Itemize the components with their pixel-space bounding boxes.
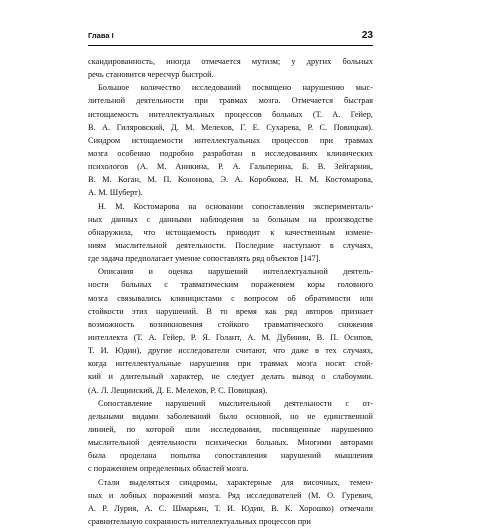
text-line: линией, по которой шли исследования, посвященные нарушению: [88, 423, 373, 436]
text-line: Описания и оценка нарушений интеллектуальной деятель-: [88, 265, 373, 278]
text-line: когда интеллектуальные нарушения при травмах мозга носят стой-: [88, 357, 373, 370]
text-line: В. А. Гиляровский, Д. М. Мелехов, Г. Е. Сухарева, Р. С. Повицкая).: [88, 121, 373, 134]
text-line: ниям мыслительной деятельности. Последние наступают в случаях,: [88, 239, 373, 252]
paragraph: [88, 265, 373, 396]
text-line: речь становится чересчур быстрой.: [88, 68, 373, 81]
text-line: В. М. Коган, М. П. Кононова, Э. А. Коробкова, Н. М. Костомарова,: [88, 173, 373, 186]
text-line: ности больных с травматическим поражением коры головного: [88, 278, 373, 291]
text-line: мозга связывались клиницистами с вопросом об обратимости или: [88, 292, 373, 305]
text-line: была проделана попытка сопоставления нарушений мышления: [88, 449, 373, 462]
text-line: где задача предполагает умение сопоставлять ряд объектов [147].: [88, 252, 373, 265]
text-line: кий и длительный характер, не следует делать вывод о слабоумии.: [88, 370, 373, 383]
text-line: лительной деятельности при травмах мозга. Отмечается быстрая: [88, 94, 373, 107]
text-line: стойкости этих нарушений. В то время как ряд авторов признает: [88, 305, 373, 318]
text-line: дельными видами заболеваний было основной, но не единственной: [88, 410, 373, 423]
text-line: (А. Л. Лещинский, Д. Е. Мелехов, Р. С. Повицкая).: [88, 384, 373, 397]
body-text: [88, 55, 373, 528]
text-line: мозга особенно подробно разработан в исследованиях клинических: [88, 147, 373, 160]
text-line: с поражением определенных областей мозга.: [88, 462, 373, 475]
text-line: мыслительной деятельности психически больных. Многими авторами: [88, 436, 373, 449]
text-line: истощаемость интеллектуальных процессов больных (Т. А. Гейер,: [88, 108, 373, 121]
text-line: Т. И. Юдин), другие исследователи считают, что даже в тех случаях,: [88, 344, 373, 357]
paragraph: [88, 55, 373, 81]
header-rule: [88, 45, 373, 46]
text-line: скандированность, иногда отмечается мутизм; у других больных: [88, 55, 373, 68]
text-line: ных данных с данными наблюдения за больным на производстве: [88, 213, 373, 226]
text-line: возможность возникновения стойкого травматического снижения: [88, 318, 373, 331]
text-line: психологов (А. М. Аникина, Р. А. Гальперина, Б. В. Зейгарник,: [88, 160, 373, 173]
paragraph: [88, 397, 373, 476]
text-line: Н. М. Костомарова на основании сопоставления эксперименталь-: [88, 200, 373, 213]
text-line: обнаружила, что истощаемость приводит к качественным измене-: [88, 226, 373, 239]
text-line: Большое количество исследований посвящено нарушению мыс-: [88, 81, 373, 94]
text-line: ных и лобных поражений мозга. Ряд исследователей (М. О. Гуревич,: [88, 489, 373, 502]
chapter-label: Глава I: [88, 31, 114, 41]
paragraph: [88, 476, 373, 528]
text-line: сравнительную сохранность интеллектуальных процессов при: [88, 515, 373, 528]
page-number: 23: [362, 30, 373, 42]
text-line: А. Р. Лурия, А. С. Шмарьян, Т. И. Юдин, В. К. Хорошко) отмечали: [88, 502, 373, 515]
running-header: [88, 30, 373, 44]
paragraph: [88, 81, 373, 199]
text-line: интеллекта (Т. А. Гейер, Р. Я. Голант, А. М. Дубинин, В. П. Осипов,: [88, 331, 373, 344]
text-line: Стали выделяться синдромы, характерные для височных, темен-: [88, 476, 373, 489]
text-line: А. М. Шуберт).: [88, 186, 373, 199]
text-line: Сопоставление нарушений мыслительной деятельности с от-: [88, 397, 373, 410]
text-line: Синдром истощаемости интеллектуальных процессов при травмах: [88, 134, 373, 147]
paragraph: [88, 200, 373, 266]
